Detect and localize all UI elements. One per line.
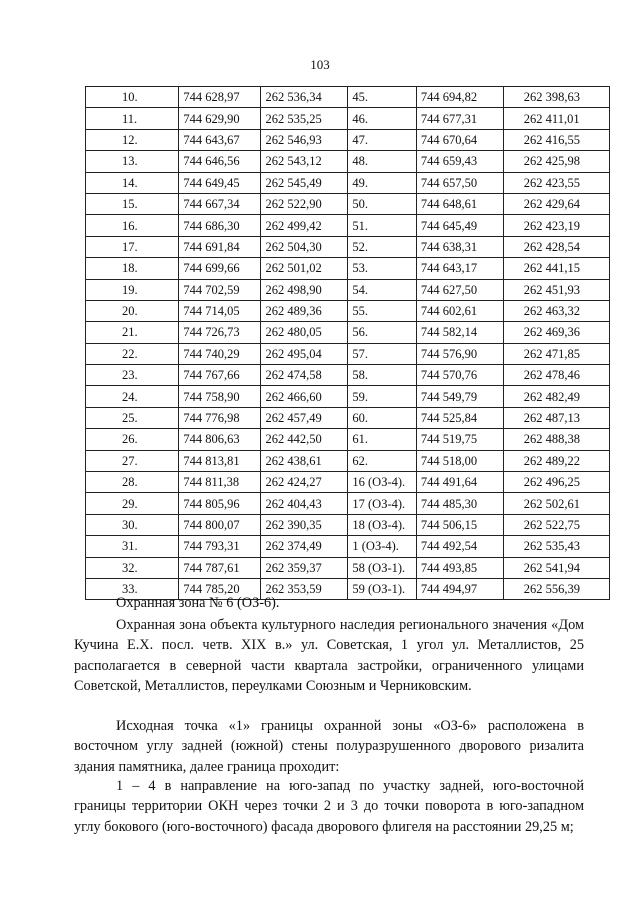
x-coordinate-cell: 744 492,54 xyxy=(416,536,503,557)
point-number-cell: 29. xyxy=(86,493,179,514)
point-number-cell: 58 (ОЗ-1). xyxy=(348,557,416,578)
x-coordinate-cell: 744 493,85 xyxy=(416,557,503,578)
table-row xyxy=(86,300,610,321)
y-coordinate-cell: 262 480,05 xyxy=(261,322,348,343)
y-coordinate-cell: 262 423,55 xyxy=(503,172,609,193)
point-number-cell: 61. xyxy=(348,429,416,450)
y-coordinate-cell: 262 522,90 xyxy=(261,193,348,214)
table-row xyxy=(86,365,610,386)
zone-title: Охранная зона № 6 (ОЗ-6). xyxy=(116,595,280,611)
x-coordinate-cell: 744 549,79 xyxy=(416,386,503,407)
y-coordinate-cell: 262 495,04 xyxy=(261,343,348,364)
y-coordinate-cell: 262 535,43 xyxy=(503,536,609,557)
y-coordinate-cell: 262 522,75 xyxy=(503,514,609,535)
x-coordinate-cell: 744 702,59 xyxy=(179,279,261,300)
point-number-cell: 55. xyxy=(348,300,416,321)
y-coordinate-cell: 262 457,49 xyxy=(261,407,348,428)
y-coordinate-cell: 262 496,25 xyxy=(503,472,609,493)
y-coordinate-cell: 262 424,27 xyxy=(261,472,348,493)
y-coordinate-cell: 262 398,63 xyxy=(503,87,609,108)
x-coordinate-cell: 744 793,31 xyxy=(179,536,261,557)
y-coordinate-cell: 262 535,25 xyxy=(261,108,348,129)
x-coordinate-cell: 744 576,90 xyxy=(416,343,503,364)
point-number-cell: 31. xyxy=(86,536,179,557)
table-row xyxy=(86,279,610,300)
y-coordinate-cell: 262 545,49 xyxy=(261,172,348,193)
x-coordinate-cell: 744 648,61 xyxy=(416,193,503,214)
y-coordinate-cell: 262 474,58 xyxy=(261,365,348,386)
x-coordinate-cell: 744 659,43 xyxy=(416,151,503,172)
y-coordinate-cell: 262 478,46 xyxy=(503,365,609,386)
y-coordinate-cell: 262 438,61 xyxy=(261,450,348,471)
x-coordinate-cell: 744 570,76 xyxy=(416,365,503,386)
point-number-cell: 17. xyxy=(86,236,179,257)
point-number-cell: 23. xyxy=(86,365,179,386)
table-row xyxy=(86,236,610,257)
x-coordinate-cell: 744 602,61 xyxy=(416,300,503,321)
y-coordinate-cell: 262 404,43 xyxy=(261,493,348,514)
point-number-cell: 46. xyxy=(348,108,416,129)
zone-description: Охранная зона объекта культурного наследия регионального значения «Дом Кучина Е.Х. посл. четв. XIX в.» ул. Советская, 1 угол ул. Металлистов, 25 располагается в северной части квартала застройки, ограниченного улицами Советской, Металлистов, переулками Союзным и Черниковским. xyxy=(74,617,584,694)
coordinates-table xyxy=(85,86,610,600)
point-number-cell: 50. xyxy=(348,193,416,214)
y-coordinate-cell: 262 556,39 xyxy=(503,578,609,599)
point-number-cell: 51. xyxy=(348,215,416,236)
table-row xyxy=(86,172,610,193)
point-number-cell: 56. xyxy=(348,322,416,343)
y-coordinate-cell: 262 425,98 xyxy=(503,151,609,172)
x-coordinate-cell: 744 525,84 xyxy=(416,407,503,428)
y-coordinate-cell: 262 489,36 xyxy=(261,300,348,321)
table-row xyxy=(86,472,610,493)
point-number-cell: 47. xyxy=(348,129,416,150)
segment-paragraph: 1 – 4 в направление на юго-запад по участку задней, юго-восточной границы территории ОКН через точки 2 и 3 до точки поворота в юго-западном углу бокового (юго-восточного) фасада дворового флигеля на расстоянии 29,25 м; xyxy=(74,778,584,835)
x-coordinate-cell: 744 518,00 xyxy=(416,450,503,471)
x-coordinate-cell: 744 649,45 xyxy=(179,172,261,193)
x-coordinate-cell: 744 506,15 xyxy=(416,514,503,535)
y-coordinate-cell: 262 451,93 xyxy=(503,279,609,300)
point-number-cell: 25. xyxy=(86,407,179,428)
x-coordinate-cell: 744 670,64 xyxy=(416,129,503,150)
point-number-cell: 1 (ОЗ-4). xyxy=(348,536,416,557)
x-coordinate-cell: 744 805,96 xyxy=(179,493,261,514)
y-coordinate-cell: 262 488,38 xyxy=(503,429,609,450)
y-coordinate-cell: 262 504,30 xyxy=(261,236,348,257)
y-coordinate-cell: 262 374,49 xyxy=(261,536,348,557)
y-coordinate-cell: 262 536,34 xyxy=(261,87,348,108)
x-coordinate-cell: 744 758,90 xyxy=(179,386,261,407)
point-number-cell: 13. xyxy=(86,151,179,172)
point-number-cell: 16. xyxy=(86,215,179,236)
point-number-cell: 19. xyxy=(86,279,179,300)
y-coordinate-cell: 262 471,85 xyxy=(503,343,609,364)
y-coordinate-cell: 262 546,93 xyxy=(261,129,348,150)
point-number-cell: 22. xyxy=(86,343,179,364)
y-coordinate-cell: 262 429,64 xyxy=(503,193,609,214)
point-number-cell: 54. xyxy=(348,279,416,300)
x-coordinate-cell: 744 629,90 xyxy=(179,108,261,129)
x-coordinate-cell: 744 646,56 xyxy=(179,151,261,172)
point-number-cell: 20. xyxy=(86,300,179,321)
y-coordinate-cell: 262 482,49 xyxy=(503,386,609,407)
table-row xyxy=(86,258,610,279)
table-row xyxy=(86,322,610,343)
x-coordinate-cell: 744 800,07 xyxy=(179,514,261,535)
x-coordinate-cell: 744 694,82 xyxy=(416,87,503,108)
point-number-cell: 59. xyxy=(348,386,416,407)
point-number-cell: 16 (ОЗ-4). xyxy=(348,472,416,493)
y-coordinate-cell: 262 411,01 xyxy=(503,108,609,129)
point-number-cell: 33. xyxy=(86,578,179,599)
y-coordinate-cell: 262 390,35 xyxy=(261,514,348,535)
x-coordinate-cell: 744 726,73 xyxy=(179,322,261,343)
x-coordinate-cell: 744 767,66 xyxy=(179,365,261,386)
point-number-cell: 21. xyxy=(86,322,179,343)
x-coordinate-cell: 744 643,17 xyxy=(416,258,503,279)
table-row xyxy=(86,386,610,407)
point-number-cell: 32. xyxy=(86,557,179,578)
table-row xyxy=(86,108,610,129)
table-row xyxy=(86,129,610,150)
x-coordinate-cell: 744 627,50 xyxy=(416,279,503,300)
page-number: 103 xyxy=(310,57,330,72)
point-number-cell: 17 (ОЗ-4). xyxy=(348,493,416,514)
x-coordinate-cell: 744 787,61 xyxy=(179,557,261,578)
y-coordinate-cell: 262 428,54 xyxy=(503,236,609,257)
y-coordinate-cell: 262 499,42 xyxy=(261,215,348,236)
point-number-cell: 11. xyxy=(86,108,179,129)
x-coordinate-cell: 744 691,84 xyxy=(179,236,261,257)
table-row xyxy=(86,151,610,172)
y-coordinate-cell: 262 498,90 xyxy=(261,279,348,300)
table-row xyxy=(86,450,610,471)
x-coordinate-cell: 744 491,64 xyxy=(416,472,503,493)
x-coordinate-cell: 744 686,30 xyxy=(179,215,261,236)
table-row xyxy=(86,557,610,578)
point-number-cell: 27. xyxy=(86,450,179,471)
x-coordinate-cell: 744 645,49 xyxy=(416,215,503,236)
y-coordinate-cell: 262 487,13 xyxy=(503,407,609,428)
point-number-cell: 60. xyxy=(348,407,416,428)
point-number-cell: 49. xyxy=(348,172,416,193)
point-number-cell: 12. xyxy=(86,129,179,150)
x-coordinate-cell: 744 677,31 xyxy=(416,108,503,129)
point-number-cell: 24. xyxy=(86,386,179,407)
table-row xyxy=(86,493,610,514)
table-row xyxy=(86,429,610,450)
point-number-cell: 52. xyxy=(348,236,416,257)
x-coordinate-cell: 744 714,05 xyxy=(179,300,261,321)
point-number-cell: 58. xyxy=(348,365,416,386)
y-coordinate-cell: 262 442,50 xyxy=(261,429,348,450)
y-coordinate-cell: 262 441,15 xyxy=(503,258,609,279)
x-coordinate-cell: 744 494,97 xyxy=(416,578,503,599)
point-number-cell: 18. xyxy=(86,258,179,279)
table-row xyxy=(86,514,610,535)
point-number-cell: 30. xyxy=(86,514,179,535)
table-row xyxy=(86,215,610,236)
y-coordinate-cell: 262 501,02 xyxy=(261,258,348,279)
y-coordinate-cell: 262 489,22 xyxy=(503,450,609,471)
x-coordinate-cell: 744 699,66 xyxy=(179,258,261,279)
table-row xyxy=(86,193,610,214)
y-coordinate-cell: 262 466,60 xyxy=(261,386,348,407)
point-number-cell: 28. xyxy=(86,472,179,493)
x-coordinate-cell: 744 657,50 xyxy=(416,172,503,193)
table-row xyxy=(86,87,610,108)
point-number-cell: 48. xyxy=(348,151,416,172)
y-coordinate-cell: 262 469,36 xyxy=(503,322,609,343)
x-coordinate-cell: 744 638,31 xyxy=(416,236,503,257)
point-number-cell: 45. xyxy=(348,87,416,108)
x-coordinate-cell: 744 740,29 xyxy=(179,343,261,364)
x-coordinate-cell: 744 813,81 xyxy=(179,450,261,471)
point-number-cell: 15. xyxy=(86,193,179,214)
y-coordinate-cell: 262 541,94 xyxy=(503,557,609,578)
x-coordinate-cell: 744 582,14 xyxy=(416,322,503,343)
point-number-cell: 57. xyxy=(348,343,416,364)
table-row xyxy=(86,536,610,557)
y-coordinate-cell: 262 502,61 xyxy=(503,493,609,514)
table-row xyxy=(86,407,610,428)
point-number-cell: 10. xyxy=(86,87,179,108)
y-coordinate-cell: 262 359,37 xyxy=(261,557,348,578)
start-point-paragraph: Исходная точка «1» границы охранной зоны «ОЗ-6» расположена в восточном углу задней (южной) стены полуразрушенного дворового ризалита здания памятника, далее граница проходит: xyxy=(74,718,584,775)
x-coordinate-cell: 744 643,67 xyxy=(179,129,261,150)
point-number-cell: 26. xyxy=(86,429,179,450)
y-coordinate-cell: 262 423,19 xyxy=(503,215,609,236)
table-row xyxy=(86,343,610,364)
x-coordinate-cell: 744 485,30 xyxy=(416,493,503,514)
y-coordinate-cell: 262 353,59 xyxy=(261,578,348,599)
x-coordinate-cell: 744 667,34 xyxy=(179,193,261,214)
x-coordinate-cell: 744 776,98 xyxy=(179,407,261,428)
point-number-cell: 18 (ОЗ-4). xyxy=(348,514,416,535)
point-number-cell: 62. xyxy=(348,450,416,471)
x-coordinate-cell: 744 806,63 xyxy=(179,429,261,450)
point-number-cell: 14. xyxy=(86,172,179,193)
y-coordinate-cell: 262 463,32 xyxy=(503,300,609,321)
point-number-cell: 53. xyxy=(348,258,416,279)
y-coordinate-cell: 262 543,12 xyxy=(261,151,348,172)
y-coordinate-cell: 262 416,55 xyxy=(503,129,609,150)
point-number-cell: 59 (ОЗ-1). xyxy=(348,578,416,599)
x-coordinate-cell: 744 811,38 xyxy=(179,472,261,493)
x-coordinate-cell: 744 628,97 xyxy=(179,87,261,108)
x-coordinate-cell: 744 519,75 xyxy=(416,429,503,450)
x-coordinate-cell: 744 785,20 xyxy=(179,578,261,599)
